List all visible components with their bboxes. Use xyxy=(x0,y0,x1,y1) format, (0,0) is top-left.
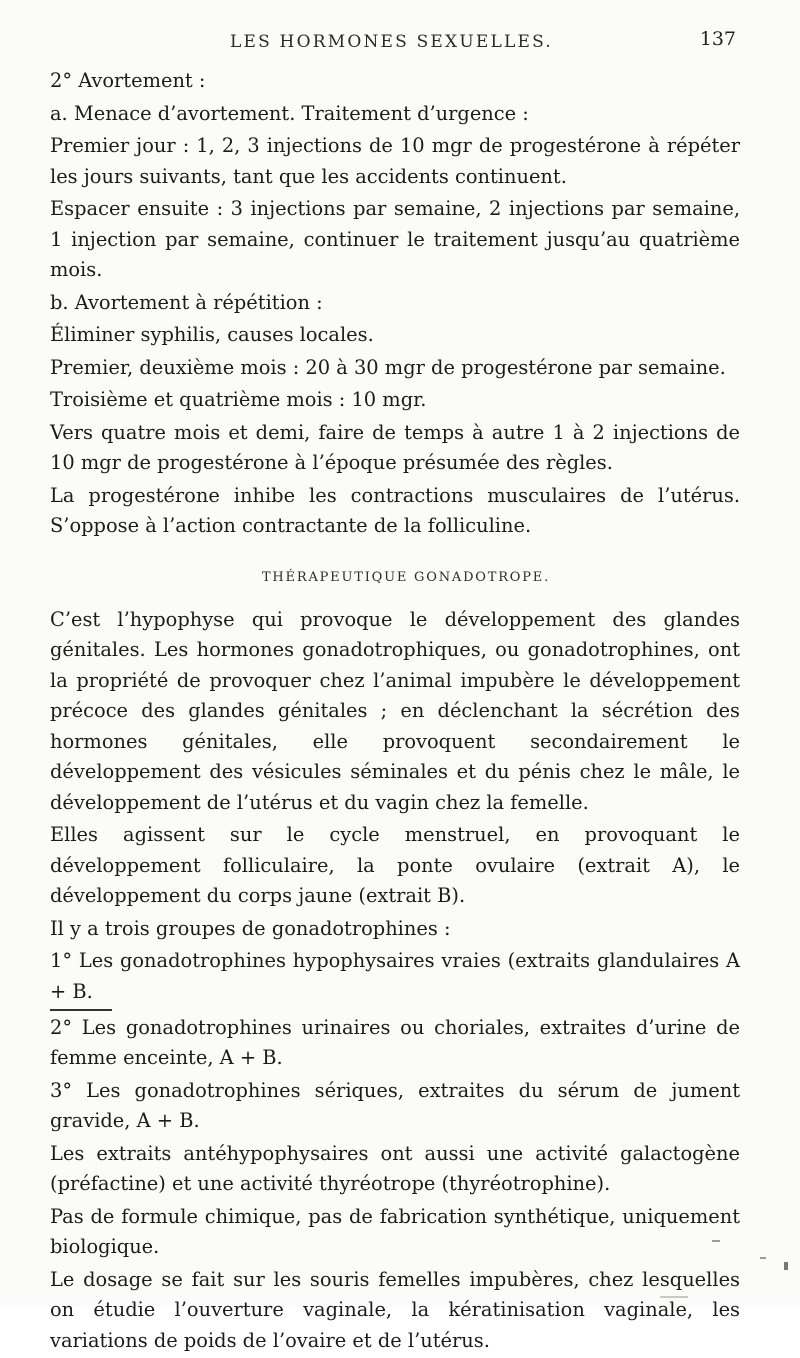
paragraph-quatre-mois: Vers quatre mois et demi, faire de temps à autre 1 à 2 injections de 10 mgr de progestérone à l’époque présumée des règles. xyxy=(50,420,740,474)
list-item-gonadotrophines-urinaires: 2° Les gonadotrophines urinaires ou choriales, extraites d’urine de femme enceinte, A + B. xyxy=(50,1015,740,1069)
list-item-gonadotrophines-hypophysaires: 1° Les gonadotrophines hypophysaires vraies (extraits glandulaires A + B. xyxy=(50,949,740,1003)
paragraph-formule-chimique: Pas de formule chimique, pas de fabrication synthétique, uniquement biologique. xyxy=(50,1204,740,1258)
paragraph-repetition-heading: b. Avortement à répétition : xyxy=(50,290,323,314)
paragraph-cycle-menstruel: Elles agissent sur le cycle menstruel, en provoquant le développement folliculaire, la ponte ovulaire (extrait A), le développement du corps jaune (extrait B). xyxy=(50,823,740,907)
scan-speck xyxy=(784,1262,788,1270)
paragraph-menace-heading: a. Menace d’avortement. Traitement d’urgence : xyxy=(50,101,529,125)
paragraph-espacer: Espacer ensuite : 3 injections par semaine, 2 injections par semaine, 1 injection par semaine, continuer le traitement jusqu’au quatrième mois. xyxy=(50,197,740,281)
paragraph-hypophyse: C’est l’hypophyse qui provoque le développement des glandes génitales. Les hormones gonadotrophiques, ou gonadotrophines, ont la propriété de provoquer chez l’animal impubère le développement précoce des glandes génitales ; en déclenchant la sécrétion des hormones génitales, elle provoquent secondairement le développement des vésicules séminales et du pénis chez le mâle, le développement de l’utérus et du vagin chez la femelle. xyxy=(50,607,740,814)
paragraph-progesterone-inhibe: La progestérone inhibe les contractions musculaires de l’utérus. S’oppose à l’action contractante de la folliculine. xyxy=(50,483,740,537)
page-number: 137 xyxy=(699,28,736,50)
section-title: THÉRAPEUTIQUE GONADOTROPE. xyxy=(261,569,551,585)
paragraph-premier-jour: Premier jour : 1, 2, 3 injections de 10 mgr de progestérone à répéter les jours suivants, tant que les accidents continuent. xyxy=(50,134,740,188)
scan-speck xyxy=(712,1240,720,1242)
running-title: LES HORMONES SEXUELLES. xyxy=(230,32,553,52)
list-item-gonadotrophines-seriques: 3° Les gonadotrophines sériques, extraites du sérum de jument gravide, A + B. xyxy=(50,1078,740,1132)
pen-stroke-rule xyxy=(50,1009,112,1011)
paragraph-trois-groupes: Il y a trois groupes de gonadotrophines : xyxy=(50,916,451,940)
paragraph-extraits-antehypophysaires: Les extraits antéhypophysaires ont aussi une activité galactogène (préfactine) et une activité thyréotrope (thyréotrophine). xyxy=(50,1141,740,1195)
paragraph-premier-deuxieme-mois: Premier, deuxième mois : 20 à 30 mgr de progestérone par semaine. xyxy=(50,355,726,379)
paragraph-troisieme-mois: Troisième et quatrième mois : 10 mgr. xyxy=(50,388,427,411)
scan-speck xyxy=(660,1296,688,1298)
paragraph-dosage: Le dosage se fait sur les souris femelles impubères, chez lesquelles on étudie l’ouverture vaginale, la kératinisation vaginale, les variations de poids de l’ovaire et de l’utérus. xyxy=(50,1267,740,1352)
body-text xyxy=(50,66,740,1358)
page-header xyxy=(0,24,800,54)
paragraph-avortement-heading: 2° Avortement : xyxy=(50,69,206,92)
paragraph-eliminer: Éliminer syphilis, causes locales. xyxy=(50,323,374,346)
scan-speck xyxy=(760,1257,766,1259)
